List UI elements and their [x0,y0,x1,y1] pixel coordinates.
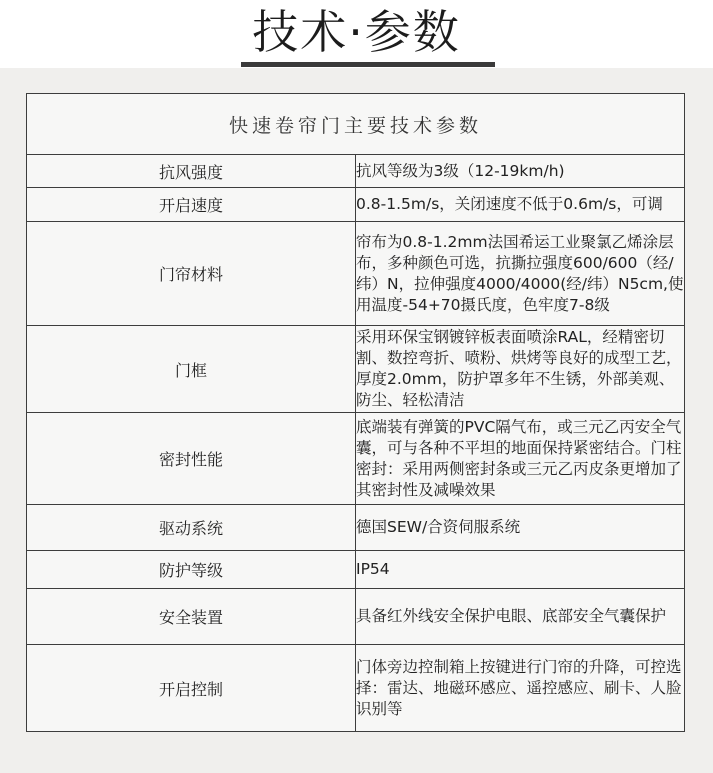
row-label: 防护等级 [27,551,356,589]
row-label: 开启速度 [27,188,356,222]
row-label: 安全装置 [27,589,356,645]
page-title: 技术·参数 [252,5,461,59]
row-label: 门框 [27,326,356,413]
table-row [27,326,685,413]
row-value: 德国SEW/合资伺服系统 [356,505,685,551]
table-row [27,155,685,188]
table-row [27,188,685,222]
row-value: 0.8-1.5m/s，关闭速度不低于0.6m/s，可调 [356,188,685,222]
table-row [27,505,685,551]
row-label: 抗风强度 [27,155,356,188]
table-row [27,222,685,326]
title-underline [241,62,495,67]
row-label: 密封性能 [27,413,356,505]
table-row [27,413,685,505]
row-value: 帘布为0.8-1.2mm法国希运工业聚氯乙烯涂层布，多种颜色可选，抗撕拉强度600/600（经/纬）N，拉伸强度4000/4000(经/纬）N5cm,使用温度-54+70摄氏度，色牢度7-8级 [356,222,685,326]
row-value: 采用环保宝钢镀锌板表面喷涂RAL，经精密切割、数控弯折、喷粉、烘烤等良好的成型工艺，厚度2.0mm，防护罩多年不生锈，外部美观、防尘、轻松清洁 [356,326,685,413]
row-value: 具备红外线安全保护电眼、底部安全气囊保护 [356,589,685,645]
row-value: 门体旁边控制箱上按键进行门帘的升降，可控选择：雷达、地磁环感应、遥控感应、刷卡、人脸识别等 [356,645,685,732]
table-row [27,645,685,732]
table-title-row [27,94,685,155]
page-header [0,0,713,68]
row-value: 抗风等级为3级（12-19km/h) [356,155,685,188]
row-value: IP54 [356,551,685,589]
row-value: 底端装有弹簧的PVC隔气布，或三元乙丙安全气囊，可与各种不平坦的地面保持紧密结合。门柱密封：采用两侧密封条或三元乙丙皮条更增加了其密封性及减噪效果 [356,413,685,505]
table-row [27,589,685,645]
spec-table [26,93,685,732]
table-title: 快速卷帘门主要技术参数 [27,94,685,155]
row-label: 门帘材料 [27,222,356,326]
table-row [27,551,685,589]
row-label: 开启控制 [27,645,356,732]
row-label: 驱动系统 [27,505,356,551]
